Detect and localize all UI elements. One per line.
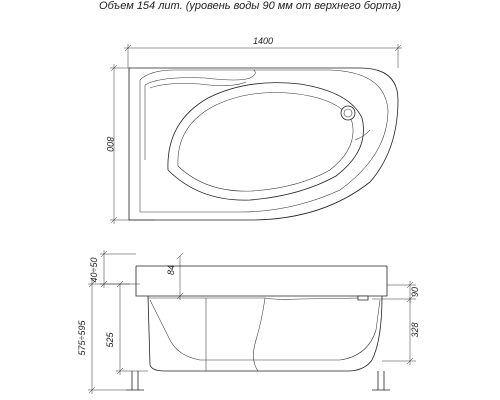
bathtub-outline <box>129 68 398 220</box>
drain-outer <box>341 106 355 120</box>
drawing-caption: Объем 154 лит. (уровень воды 90 мм от верхнего борта) <box>99 0 401 12</box>
rim-height-label: 40÷50 <box>89 257 99 283</box>
total-height-label: 575÷595 <box>77 320 87 356</box>
seat-edge-top <box>145 70 255 85</box>
drain-depth-label: 84 <box>166 264 176 276</box>
water-surface <box>265 298 360 299</box>
water-depth-label: 328 <box>410 322 420 338</box>
top-view <box>105 36 402 224</box>
seat-shadow <box>150 82 246 88</box>
rim-inner-contour <box>140 70 388 212</box>
bowl-outer <box>168 83 364 201</box>
bowl-inner <box>178 93 353 192</box>
depth-label: 800 <box>105 136 115 152</box>
overflow-nub <box>358 296 368 300</box>
bowl-profile <box>150 300 380 360</box>
side-view <box>77 250 420 394</box>
width-label: 1400 <box>252 36 274 46</box>
body-height-label: 525 <box>105 332 115 348</box>
water-gap-label: 90 <box>410 286 420 298</box>
